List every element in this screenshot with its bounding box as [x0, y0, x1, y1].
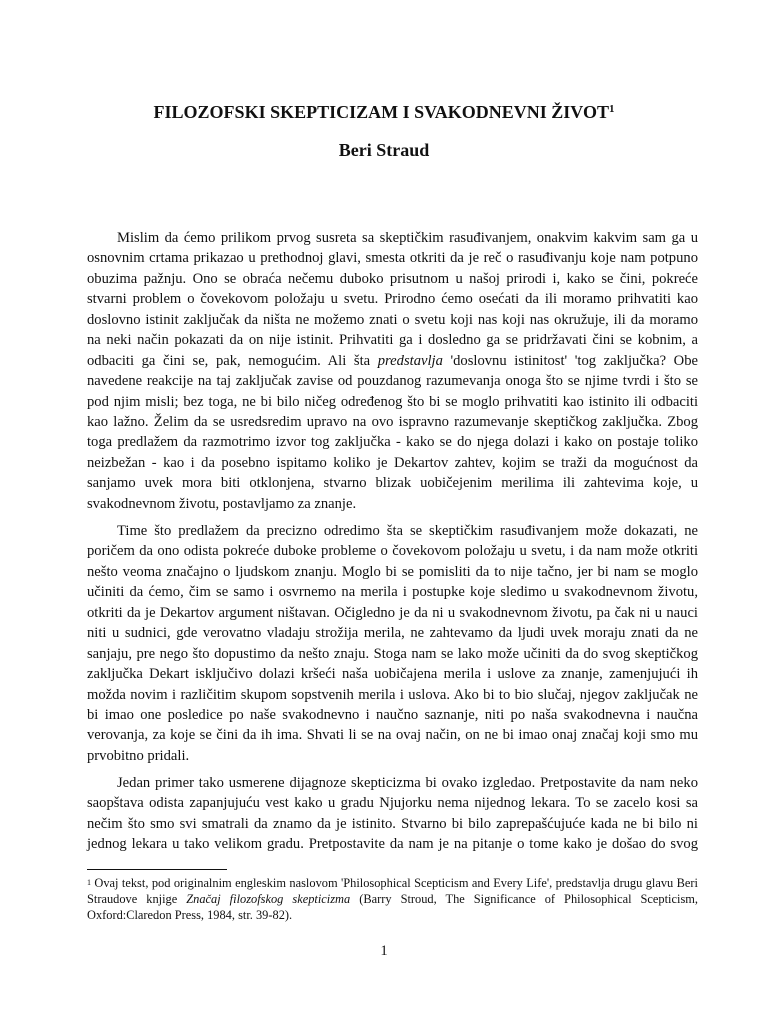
text-line: Time što predlažem da precizno odredimo šta se skeptičkim rasuđivanjem može dokazati, ne [117, 523, 698, 539]
footnote-text: Ovaj tekst, pod originalnim engleskim naslovom 'Philosophical Scepticism and Every Life', predstavlja drugu glavu Beri [91, 876, 698, 890]
footnote-text: (Barry Stroud, The Significance of Philosophical Scepticism, [350, 892, 699, 907]
text-line: niti u sudnici, gde verovatno vladaju strožija merila, ne zahtevamo da ljudi uvek moraju znati da ne [87, 625, 698, 642]
text-segment: odbaciti ga čini se, pak, nemogućim. Ali šta [87, 352, 378, 369]
footnote-line: Oxford:Claredon Press, 1984, str. 39-82). [87, 908, 293, 923]
text-line: osnovnim crtama prikazao u prethodnoj glavi, smesta otkriti da je reč o rasuđivanju koje nam potpuno [87, 250, 698, 267]
paragraph-1 [87, 228, 698, 514]
page-number: 1 [380, 943, 388, 959]
text-line: Mislim da ćemo prilikom prvog susreta sa skeptičkim rasuđivanjem, onakvim kakvim sam ga u [117, 230, 698, 246]
text-line: bi imao one posledice po naše svakodnevno i naučno saznanje, niti po naša svakodnevna i naučna [87, 706, 698, 723]
text-line: sanjamo uvek mora biti otklonjena, stvarno blizak uobičejenim merilima ili zahtevima koje, u [87, 475, 698, 492]
text-line: zaključka Dekart isključivo dolazi kršeći naša uobičajena merila i uslove za znanje, zamenjujući ih [87, 666, 698, 683]
text-line: kao lažno. Želim da se usredsredim upravo na ovo ispravno razumevanje skeptičkog zaključka. Zbog [87, 413, 698, 430]
text-line: možda novim i različitim skupom sopstvenih merila i uslova. Ako bi to bio slučaj, njegov zaključak ne [87, 686, 698, 703]
text-line: doslovno istinit zaključak da ništa ne možemo znati o svetu koji nas koji nas okružuje, ili da moramo [87, 311, 698, 328]
text-segment: 'doslovnu istinitost' 'tog zaključka? Obe [442, 352, 698, 369]
title-text: FILOZOFSKI SKEPTICIZAM I SVAKODNEVNI ŽIVOT [153, 102, 609, 122]
footnote-book-title: Značaj filozofskog skepticizma [186, 892, 351, 907]
text-line: pod njim misli; bez toga, ne bi bilo ničeg određenog što bi se moglo prihvatiti kao istinito ili odbaciti [87, 393, 698, 410]
text-line: Jedan primer tako usmerene dijagnoze skepticizma bi ovako izgledao. Pretpostavite da nam neko [117, 775, 698, 791]
footnote [87, 875, 698, 924]
footnote-text: Straudove knjige [87, 892, 187, 907]
text-line: jednog lekara u tako velikom gradu. Pretpostavite da nam je na pitanje o tome kako je došao do svog [87, 836, 698, 853]
text-line: obuzima pažnju. Ono se obraća nečemu duboko prisutnom u našoj prirodi i, kako se čini, pokreće [87, 270, 698, 287]
footnote-line [87, 875, 698, 891]
text-line: učiniti da ćemo, čim se samo i osvrnemo na merila i postupke koje sledimo u svakodnevnom životu, [87, 584, 698, 601]
text-line: verovanja, za koje se čini da ih ima. Shvati li se na ovaj način, on ne bi imao onaj značaj koji smo mu [87, 727, 698, 744]
text-line: navedene reakcije na taj zaključak zavise od pouzdanog razumevanja onoga što se njime tvrdi i što se [87, 373, 698, 390]
text-line: otkriti da je Dekartov argument ništavan. Očigledno je da ni u svakodnevnom životu, pa čak ni u nauci [87, 604, 698, 621]
text-line: nešto veoma značajno o ljudskom znanju. Moglo bi se pomisliti da to nije tačno, jer bi nam se moglo [87, 563, 698, 580]
document-title [0, 101, 768, 123]
text-line: svakodnevnom životu, postavljamo za znanje. [87, 495, 357, 512]
author-name: Beri Straud [338, 140, 430, 160]
text-line-with-emphasis [87, 351, 698, 371]
text-line: poričem da ono odista pokreće duboke probleme o čovekovom položaju u svetu, i da nam može otkriti [87, 543, 698, 560]
text-line: sanjaju, pre nego što dopustimo da nešto znaju. Stoga nam se lako može učiniti da do svog skeptičkog [87, 645, 698, 662]
text-line: neizbežan - kao i da posebno ispitamo koliko je Dekartov zahtev, kojim se traži da mogućnost da [87, 454, 698, 471]
text-line: nečim što smo svi smatrali da znamo da je istinito. Stvarno bi bilo zaprepašćujuće kada ne bi bilo ni [87, 815, 698, 832]
text-line: stvarni problem o čovekovom položaju u svetu. Prirodno ćemo osećati da ili moramo prihvatiti kao [87, 291, 698, 308]
text-line: toga predlažem da razmotrimo izvor tog zaključka - kako se do njega dolazi i kako on postaje toliko [87, 434, 698, 451]
footnote-line [87, 891, 698, 907]
paragraph-2 [87, 521, 698, 766]
text-line: saopštava odista zapanjujuću vest kako u gradu Njujorku nema nijednog lekara. To se zacelo kosi sa [87, 795, 698, 812]
emphasis-text: predstavlja [377, 352, 443, 369]
text-line: na neki način pokazati da on nije istinit. Prihvatiti ga i dosledno ga se pridržavati čini se kobnim, a [87, 332, 698, 349]
text-line: prvobitno pridali. [87, 747, 190, 764]
footnote-separator [87, 869, 227, 870]
title-footnote-mark: 1 [608, 103, 615, 115]
paragraph-3 [87, 773, 698, 855]
footnote-mark: 1 [87, 878, 91, 887]
